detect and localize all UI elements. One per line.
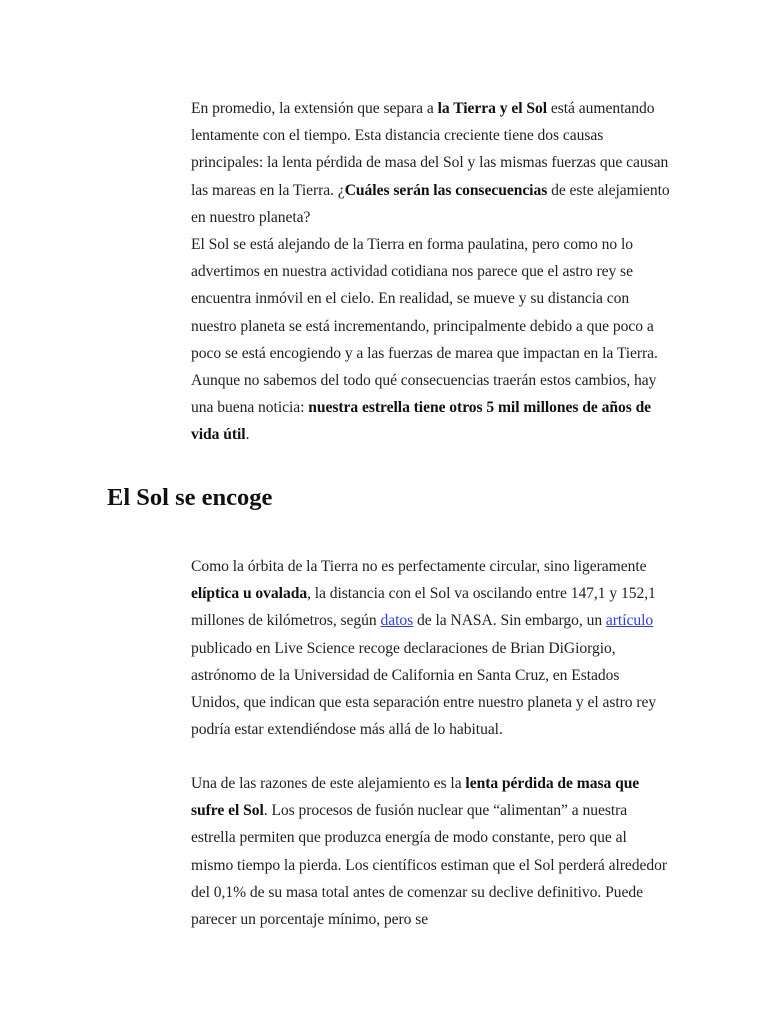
- articulo-link[interactable]: artículo: [605, 612, 654, 630]
- bold-text: elíptica u ovalada: [191, 585, 308, 603]
- paragraph-text: de la NASA. Sin embargo, un: [413, 612, 606, 630]
- section-heading: El Sol se encoge: [107, 484, 273, 511]
- bold-text: la Tierra y el Sol: [437, 100, 548, 117]
- paragraph-sol-alejando: [191, 231, 671, 449]
- paragraph-text: .: [245, 426, 250, 444]
- paragraph-text: está aumentando lentamente con el tiempo. Esta distancia creciente tiene dos causas principales: la lenta pérdida de masa del Sol y las mismas fuerzas que causan las mareas en la Tierra. ¿: [191, 100, 669, 199]
- paragraph-text: de este alejamiento en nuestro planeta?: [191, 181, 670, 226]
- paragraph-orbita: [191, 553, 671, 743]
- paragraph-intro: [191, 95, 671, 231]
- paragraph-text: publicado en Live Science recoge declaraciones de Brian DiGiorgio, astrónomo de la Universidad de California en Santa Cruz, en Estados Unidos, que indican que esta separación entre nuestro planeta y el astro rey podría estar extendiéndose más allá de lo habitual.: [191, 639, 657, 739]
- paragraph-text: . Los procesos de fusión nuclear que “alimentan” a nuestra estrella permiten que produzca energía de modo constante, pero que al mismo tiempo la pierda. Los científicos estiman que el Sol perderá alrededor del 0,1% de su masa total antes de comenzar su declive definitivo. Puede parecer un porcentaje mínimo, pero se: [191, 802, 667, 929]
- paragraph-text: En promedio, la extensión que separa a: [191, 100, 438, 117]
- bold-text: nuestra estrella tiene otros 5 mil millones de años de vida útil: [191, 399, 652, 444]
- bold-text: Cuáles serán las consecuencias: [344, 181, 548, 199]
- paragraph-text: El Sol se está alejando de la Tierra en forma paulatina, pero como no lo advertimos en nuestra actividad cotidiana nos parece que el astro rey se encuentra inmóvil en el cielo. En realidad, se mueve y su distancia con nuestro planeta se está incrementando, principalmente debido a que poco a poco se está encogiendo y a las fuerzas de marea que impactan en la Tierra. Aunque no sabemos del todo qué consecuencias traerán estos cambios, hay una buena noticia:: [191, 236, 658, 417]
- paragraph-text: , la distancia con el Sol va oscilando entre 147,1 y 152,1 millones de kilómetros, según: [191, 585, 656, 630]
- paragraph-text: Como la órbita de la Tierra no es perfectamente circular, sino ligeramente: [191, 558, 647, 575]
- paragraph-text: Una de las razones de este alejamiento es la: [191, 775, 466, 792]
- paragraph-perdida-masa: [191, 770, 671, 933]
- bold-text: lenta pérdida de masa que sufre el Sol: [191, 775, 640, 820]
- datos-link[interactable]: datos: [380, 612, 414, 630]
